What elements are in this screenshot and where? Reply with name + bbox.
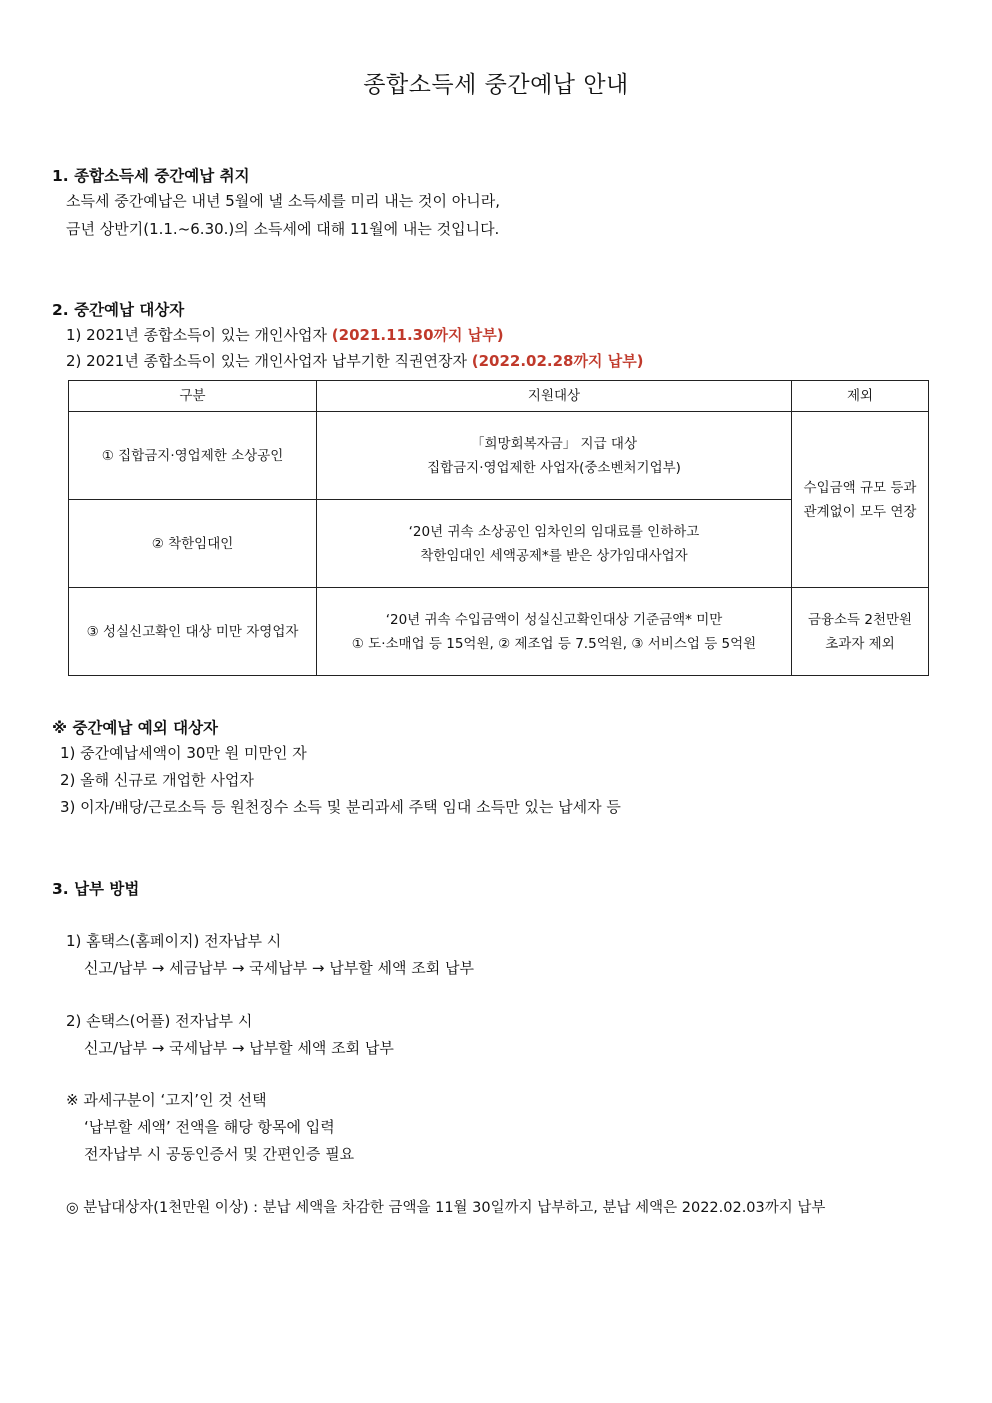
page-title: 종합소득세 중간예납 안내 — [363, 72, 629, 98]
item2-deadline: (2022.02.28까지 납부) — [471, 352, 644, 370]
row3-exclusion-line1: 금융소득 2천만원 — [807, 611, 913, 628]
exceptions-heading: ※ 중간예납 예외 대상자 — [52, 719, 219, 737]
item1-text: 1) 2021년 종합소득이 있는 개인사업자 — [66, 326, 328, 344]
exception-item-1: 1) 중간예납세액이 30만 원 미만인 자 — [60, 744, 307, 762]
table-header-row — [69, 381, 929, 412]
section3-heading: 3. 납부 방법 — [52, 880, 140, 898]
note-line1: ※ 과세구분이 ‘고지’인 것 선택 — [66, 1091, 267, 1109]
row3-exclusion-line2: 초과자 제외 — [825, 635, 895, 652]
header-target: 지원대상 — [317, 381, 792, 412]
header-exclusion: 제외 — [792, 381, 929, 412]
row3-target-line2: ① 도·소매업 등 15억원, ② 제조업 등 7.5억원, ③ 서비스업 등 5억원 — [351, 635, 757, 652]
sontax-title: 2) 손택스(어플) 전자납부 시 — [66, 1012, 253, 1030]
table-row — [69, 412, 929, 500]
note-line2: ‘납부할 세액’ 전액을 해당 항목에 입력 — [84, 1118, 335, 1136]
exception-item-2: 2) 올해 신규로 개업한 사업자 — [60, 771, 254, 789]
item2-text: 2) 2021년 종합소득이 있는 개인사업자 납부기한 직권연장자 — [66, 352, 467, 370]
merged-exclusion-cell — [792, 412, 929, 588]
merged-exclusion-line1: 수입금액 규모 등과 — [803, 479, 917, 496]
installment-note: ◎ 분납대상자(1천만원 이상) : 분납 세액을 차감한 금액을 11월 30일까지 납부하고, 분납 세액은 2022.02.03까지 납부 — [66, 1200, 826, 1216]
row2-target — [317, 500, 792, 588]
exception-item-3: 3) 이자/배당/근로소득 등 원천징수 소득 및 분리과세 주택 임대 소득만 있는 납세자 등 — [60, 798, 621, 816]
row2-target-line1: ‘20년 귀속 소상공인 임차인의 임대료를 인하하고 — [408, 523, 700, 540]
header-category: 구분 — [69, 381, 317, 412]
merged-exclusion-line2: 관계없이 모두 연장 — [803, 503, 917, 520]
section2-item2 — [66, 350, 644, 371]
hometax-steps: 신고/납부 → 세금납부 → 국세납부 → 납부할 세액 조회 납부 — [84, 959, 474, 977]
row2-target-line2: 착한임대인 세액공제*를 받은 상가임대사업자 — [420, 547, 688, 564]
hometax-title: 1) 홈택스(홈페이지) 전자납부 시 — [66, 932, 282, 950]
section1-heading: 1. 종합소득세 중간예납 취지 — [52, 167, 250, 185]
row1-target — [317, 412, 792, 500]
sontax-steps: 신고/납부 → 국세납부 → 납부할 세액 조회 납부 — [84, 1039, 394, 1057]
row2-category: ② 착한임대인 — [69, 500, 317, 588]
row1-target-line1: 「희망회복자금」 지급 대상 — [471, 435, 637, 452]
support-table — [68, 380, 929, 676]
section1-line1: 소득세 중간예납은 내년 5월에 낼 소득세를 미리 내는 것이 아니라, — [66, 192, 500, 210]
note-line3: 전자납부 시 공동인증서 및 간편인증 필요 — [84, 1145, 355, 1163]
row3-target — [317, 588, 792, 676]
row1-target-line2: 집합금지·영업제한 사업자(중소벤처기업부) — [427, 459, 681, 476]
table-row — [69, 588, 929, 676]
section2-heading: 2. 중간예납 대상자 — [52, 301, 185, 319]
row3-category: ③ 성실신고확인 대상 미만 자영업자 — [69, 588, 317, 676]
section2-item1 — [66, 324, 504, 345]
item1-deadline: (2021.11.30까지 납부) — [331, 326, 504, 344]
row3-exclusion — [792, 588, 929, 676]
row3-target-line1: ‘20년 귀속 수입금액이 성실신고확인대상 기준금액* 미만 — [385, 611, 723, 628]
section1-line2: 금년 상반기(1.1.~6.30.)의 소득세에 대해 11월에 내는 것입니다. — [66, 220, 500, 238]
row1-category: ① 집합금지·영업제한 소상공인 — [69, 412, 317, 500]
